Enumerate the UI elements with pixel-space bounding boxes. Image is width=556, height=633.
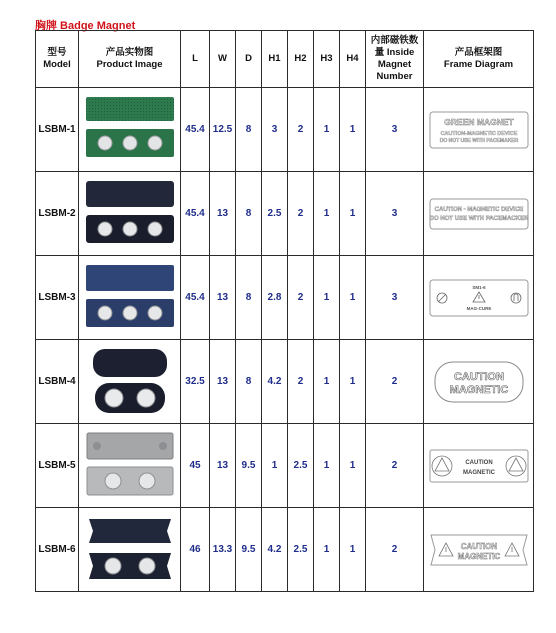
frame-diagram [424,256,534,340]
cell-h1: 4.2 [262,508,288,592]
table-row [36,88,534,172]
header-row [36,31,534,88]
cell-h1: 1 [262,424,288,508]
cell-h2: 2 [288,340,314,424]
cell-h2: 2 [288,88,314,172]
cell-h3: 1 [314,424,340,508]
cell-h1: 3 [262,88,288,172]
cell-l: 32.5 [181,340,210,424]
frame-diagram [424,88,534,172]
product-image [79,508,181,592]
table-row [36,340,534,424]
table-row [36,424,534,508]
cell-l: 46 [181,508,210,592]
cell-d: 8 [236,88,262,172]
frame-text-line: GREEN MAGNET [443,116,514,127]
table-row [36,172,534,256]
cell-h2: 2.5 [288,424,314,508]
product-image [79,88,181,172]
col-header-magnet-number: 内部磁铁数 量 Inside Magnet Number [366,31,424,88]
cell-d: 8 [236,172,262,256]
frame-text-line: CAUTION [460,541,497,551]
frame-text-line: MAG-CURE [466,305,491,311]
frame-diagram [424,172,534,256]
cell-h4: 1 [340,172,366,256]
cell-h3: 1 [314,256,340,340]
cell-h3: 1 [314,340,340,424]
cell-w: 13 [210,340,236,424]
frame-text-line: DO NOT USE WITH PACEMAKER [439,137,518,144]
col-header-product-image: 产品实物图 Product Image [79,31,181,88]
frame-text-line: CAUTION [464,459,493,466]
cell-h1: 2.5 [262,172,288,256]
model-cell: LSBM-2 [36,172,79,256]
model-cell: LSBM-3 [36,256,79,340]
cell-w: 13 [210,256,236,340]
product-image [79,172,181,256]
cell-w: 12.5 [210,88,236,172]
cell-magnets: 2 [366,424,424,508]
col-header-frame-diagram: 产品框架图 Frame Diagram [424,31,534,88]
col-header-w: W [210,31,236,88]
frame-text-line: MAGNETIC [457,551,500,561]
frame-diagram [424,340,534,424]
col-header-l: L [181,31,210,88]
cell-h4: 1 [340,256,366,340]
cell-h2: 2 [288,172,314,256]
product-image [79,340,181,424]
frame-text-line: CAUTION [453,370,504,383]
cell-magnets: 3 [366,256,424,340]
product-image [79,256,181,340]
model-cell: LSBM-5 [36,424,79,508]
col-header-model: 型号 Model [36,31,79,88]
cell-w: 13 [210,172,236,256]
frame-diagram [424,508,534,592]
cell-h4: 1 [340,508,366,592]
model-cell: LSBM-1 [36,88,79,172]
cell-l: 45.4 [181,256,210,340]
cell-w: 13 [210,424,236,508]
cell-l: 45.4 [181,172,210,256]
frame-text-line: CAUTION - MAGNETIC DEVICE [434,206,523,213]
cell-l: 45.4 [181,88,210,172]
frame-text-line: MAGNETIC [462,469,495,476]
cell-h4: 1 [340,88,366,172]
col-header-h1: H1 [262,31,288,88]
table-row [36,256,534,340]
cell-d: 8 [236,256,262,340]
cell-d: 9.5 [236,424,262,508]
product-image [79,424,181,508]
page-title: 胸牌 Badge Magnet [35,20,136,32]
col-header-h2: H2 [288,31,314,88]
cell-d: 9.5 [236,508,262,592]
col-header-h4: H4 [340,31,366,88]
model-cell: LSBM-4 [36,340,79,424]
cell-h2: 2 [288,256,314,340]
cell-h3: 1 [314,508,340,592]
cell-h3: 1 [314,172,340,256]
table-row [36,508,534,592]
cell-h2: 2.5 [288,508,314,592]
cell-magnets: 2 [366,340,424,424]
cell-h4: 1 [340,424,366,508]
frame-text-line: SM1-6 [471,284,486,290]
cell-h3: 1 [314,88,340,172]
cell-h4: 1 [340,340,366,424]
cell-d: 8 [236,340,262,424]
cell-w: 13.3 [210,508,236,592]
frame-text-line: CAUTION-MAGNETIC DEVICE [440,130,517,137]
cell-magnets: 3 [366,172,424,256]
frame-diagram [424,424,534,508]
cell-h1: 2.8 [262,256,288,340]
cell-magnets: 2 [366,508,424,592]
frame-text-line: DO NOT USE WITH PACEMACKER [429,215,528,222]
model-cell: LSBM-6 [36,508,79,592]
cell-magnets: 3 [366,88,424,172]
cell-l: 45 [181,424,210,508]
col-header-d: D [236,31,262,88]
col-header-h3: H3 [314,31,340,88]
spec-table [35,30,534,592]
frame-text-line: MAGNETIC [449,383,508,396]
cell-h1: 4.2 [262,340,288,424]
